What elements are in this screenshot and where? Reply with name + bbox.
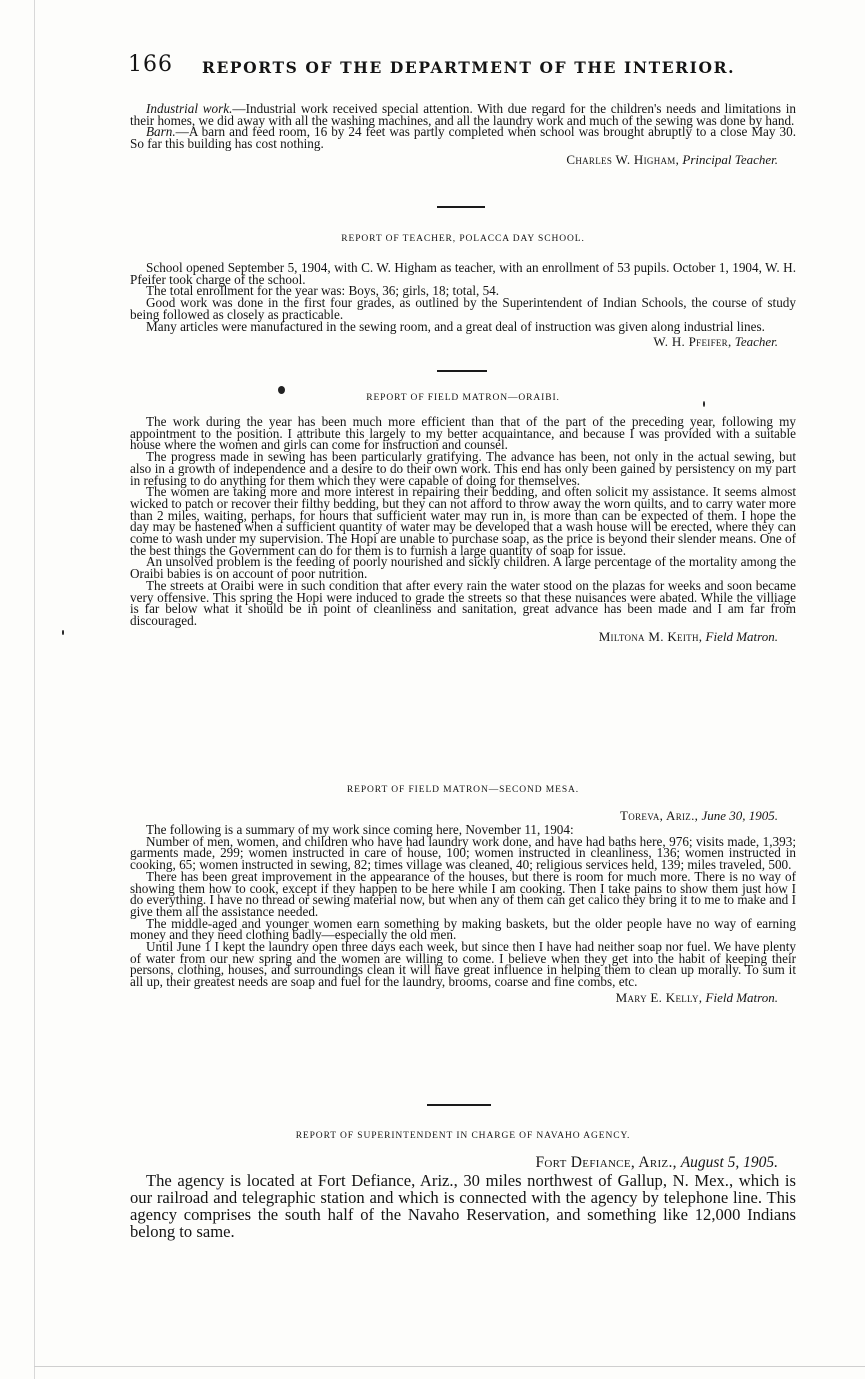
signature-name: Charles W. Higham, — [566, 151, 680, 167]
section-divider — [437, 370, 487, 372]
section-oraibi — [130, 393, 796, 403]
section-second-mesa-body — [130, 808, 796, 1005]
signature-name: W. H. Pfeifer, — [653, 334, 732, 350]
dateline-place: Fort Defiance, Ariz., — [535, 1154, 677, 1171]
page-edge-left — [34, 0, 35, 1379]
section-higham-continuation — [130, 103, 796, 167]
section-divider — [437, 206, 485, 208]
paragraph-body: —A barn and feed room, 16 by 24 feet was partly completed when school was brought abruptly to a close May 30. So far this building has cost nothing. — [130, 124, 796, 152]
paragraph: The women are taking more and more interest in repairing their bedding, and often solicit my assistance. It seems almost wicked to patch or recover their filthy bedding, but they can not afford to throw away the worn quilts, and to carry water more than 2 miles, waiting, perhaps, for hours that sufficient water may run in, is more than can be expected of them. I hope the day may be hastened when a sufficient quantity of water may be developed that a wash house will be erected, where they can come to wash under my supervision. The Hopi are unable to purchase soap, as the price is beyond their slender means. One of the best things the Government can do for them is to furnish a large quantity of soap for issue. — [130, 484, 796, 558]
ink-speck — [278, 386, 285, 394]
section-title-polacca: REPORT OF TEACHER, POLACCA DAY SCHOOL. — [341, 234, 585, 244]
paragraph: The middle-aged and younger women earn something by making baskets, but the older people have no way of earning money and they need clothing badly—especially the old men. — [130, 915, 796, 943]
section-title-oraibi: REPORT OF FIELD MATRON—ORAIBI. — [366, 393, 560, 403]
paragraph-body: —Industrial work received special attention. With due regard for the children's needs and limitations in their homes, we did away with all the washing machines, and all the laundry work and much of the sewing was done by hand. — [130, 101, 796, 128]
section-title-navaho: REPORT OF SUPERINTENDENT IN CHARGE OF NAVAHO AGENCY. — [295, 1131, 631, 1141]
paragraph-barn — [130, 124, 796, 152]
signature-keith — [130, 630, 778, 644]
paragraph: An unsolved problem is the feeding of poorly nourished and sickly children. A large percentage of the mortality among the Oraibi babies is on account of poor nutrition. — [130, 554, 796, 582]
signature-title: Principal Teacher. — [682, 151, 778, 167]
dateline-fort-defiance — [130, 1154, 778, 1172]
section-divider — [427, 1104, 491, 1106]
paragraph-industrial-work — [130, 103, 796, 126]
paragraph: Number of men, women, and children who have had laundry work done, and have had baths here, 976; visits made, 1,393; garments made, 299; women instructed in care of house, 100; women instructed in cleanliness, 136; women instructed in cooking, 65; women instructed in sewing, 82; times village was cleaned, 40; religious services held, 139; miles traveled, 500. — [130, 833, 796, 873]
dateline-date: August 5, 1905. — [680, 1154, 778, 1171]
paragraph-lead: Industrial work. — [146, 101, 233, 116]
paragraph: Until June 1 I kept the laundry open three days each week, but since then I have had neither soap nor fuel. We have plenty of water from our new spring and the women are willing to come. I believe when they get into the habit of keeping their persons, clothing, houses, and surroundings clean it will have great influence in helping them to clean up morally. To sum it all up, their greatest needs are soap and fuel for the laundry, brooms, coarse and fine combs, etc. — [130, 939, 796, 990]
paragraph: Many articles were manufactured in the sewing room, and a great deal of instruction was given along industrial lines. — [146, 318, 765, 334]
section-navaho — [130, 1131, 796, 1141]
section-polacca — [130, 234, 796, 244]
paragraph: School opened September 5, 1904, with C. W. Higham as teacher, with an enrollment of 53 pupils. October 1, 1904, W. H. Pfeifer took charge of the school. — [130, 260, 796, 287]
page-edge-bottom — [34, 1366, 865, 1367]
paragraph: There has been great improvement in the appearance of the houses, but there is room for much more. There is no way of showing them how to cook, except if they happen to be here while I am cooking. Then I take pains to show them just how I do everything. I have no thread or sewing material now, but when any of them can get calico they bring it to me to make and I give them all the assistance needed. — [130, 868, 796, 919]
signature-name: Mary E. Kelly, — [615, 989, 703, 1005]
running-head: REPORTS OF THE DEPARTMENT OF THE INTERIOR. — [202, 58, 736, 77]
paragraph: The progress made in sewing has been particularly gratifying. The advance has been, not only in the actual sewing, but also in a growth of independence and a desire to do their own work. This end has only been gained by persistency on my part in refusing to do anything for them which they were capable of doing for themselves. — [130, 449, 796, 488]
ink-speck — [62, 630, 64, 635]
dateline-date: June 30, 1905. — [701, 808, 778, 823]
section-oraibi-body — [130, 416, 796, 644]
section-polacca-body — [130, 262, 796, 349]
signature-kelly — [130, 991, 778, 1005]
paragraph: The total enrollment for the year was: Boys, 36; girls, 18; total, 54. — [146, 283, 500, 299]
paragraph: The agency is located at Fort Defiance, Ariz., 30 miles northwest of Gallup, N. Mex., which is our railroad and telegraphic station and which is connected with the agency by telephone line. This agency comprises the south half of the Navaho Reservation, and something like 12,000 Indians belong to same. — [130, 1171, 796, 1241]
ink-speck — [703, 401, 705, 407]
paragraph-lead: Barn. — [146, 124, 176, 140]
page-number: 166 — [128, 52, 173, 77]
paragraph: Good work was done in the first four grades, as outlined by the Superintendent of Indian Schools, the course of study being followed as closely as practicable. — [130, 295, 796, 322]
signature-name: Miltona M. Keith, — [598, 628, 703, 644]
section-navaho-body — [130, 1154, 796, 1240]
signature-higham — [130, 153, 778, 167]
signature-title: Teacher. — [734, 334, 778, 350]
dateline-place: Toreva, Ariz., — [620, 808, 699, 823]
paragraph: The work during the year has been much more efficient than that of the part of the preceding year, following my appointment to the position. I attribute this largely to my better acquaintance, and because I was provided with a suitable house where the women and girls can come for instruction and counsel. — [130, 414, 796, 453]
signature-title: Field Matron. — [705, 628, 778, 644]
paragraph: The following is a summary of my work since coming here, November 11, 1904: — [146, 822, 574, 837]
paragraph: The streets at Oraibi were in such condition that after every rain the water stood on the plazas for weeks and soon became very offensive. This spring the Hopi were induced to grade the streets so that these nuisances were abated. While the villiage is far below what it should be in point of cleanliness and sanitation, great advance has been made and I am far from discouraged. — [130, 577, 796, 628]
section-second-mesa — [130, 785, 796, 795]
page-header — [128, 52, 778, 82]
section-title-second-mesa: REPORT OF FIELD MATRON—SECOND MESA. — [346, 785, 580, 795]
signature-pfeifer — [130, 335, 778, 349]
signature-title: Field Matron. — [705, 989, 778, 1005]
